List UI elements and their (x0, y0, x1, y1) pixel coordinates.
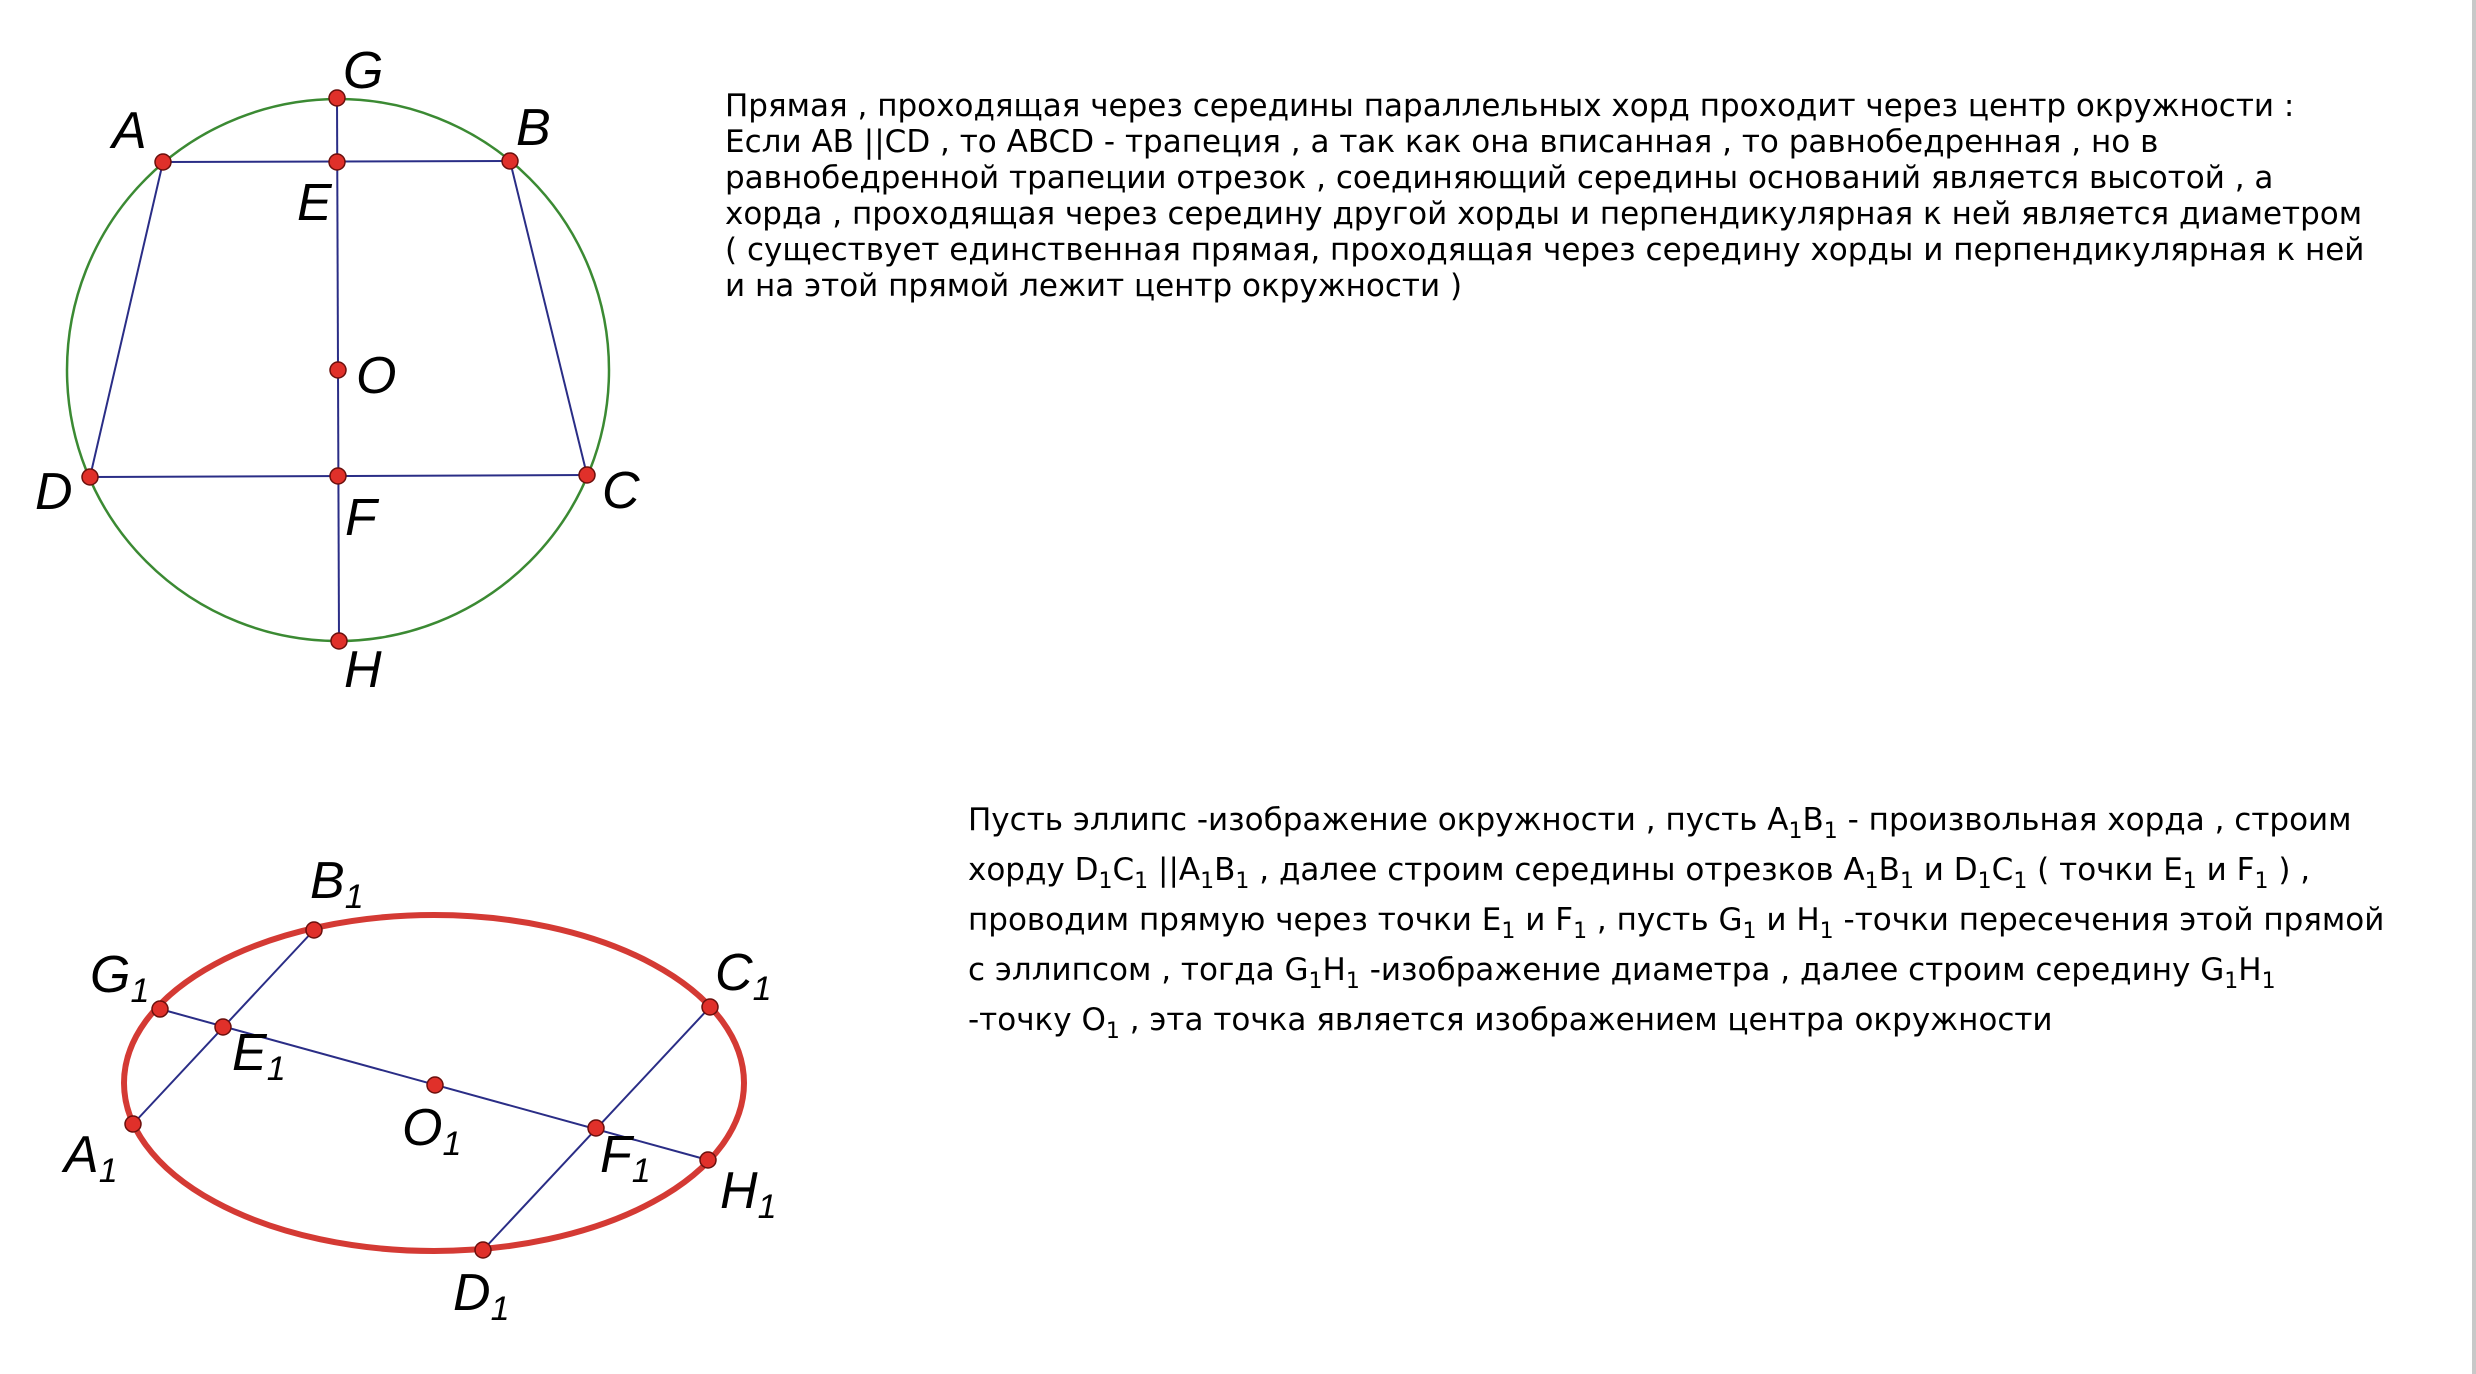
point-c (579, 467, 595, 483)
point-o1 (427, 1077, 443, 1093)
text-line: Пусть эллипс -изображение окружности , пусть $A_1B_1$ - произвольная хорда , строим (968, 802, 2352, 844)
figure-ellipse (61, 852, 776, 1328)
label-o1: O1 (402, 1099, 462, 1163)
point-h1 (700, 1152, 716, 1168)
label-a1: A1 (64, 1126, 118, 1190)
point-b1 (306, 922, 322, 938)
label-d1: D1 (453, 1264, 510, 1328)
text-line: Прямая , проходящая через середины параллельных хорд проходит через центр окружности : (725, 88, 2295, 124)
point-a (155, 154, 171, 170)
text-line: равнобедренной трапеции отрезок , соединяющий середины оснований является высотой , а (725, 160, 2274, 196)
window-edge (2472, 0, 2476, 1374)
text-line: ( существует единственная прямая, проходящая через середину хорды и перпендикулярная к ней (725, 232, 2365, 268)
explanation-circle (725, 88, 2425, 304)
segment-bc (510, 161, 587, 475)
text-line: -точку $O_1$ , эта точка является изображением центра окружности (968, 1002, 2053, 1044)
point-f (330, 468, 346, 484)
label-e: E (297, 174, 332, 232)
point-d1 (475, 1242, 491, 1258)
text-line: хорда , проходящая через середину другой хорды и перпендикулярная к ней является диаметром (725, 196, 2363, 232)
explanation-ellipse (968, 795, 2418, 1045)
label-c: C (602, 462, 640, 520)
point-e1 (215, 1019, 231, 1035)
label-h: H (344, 641, 382, 699)
label-f1: F1 (600, 1126, 651, 1190)
text-line: проводим прямую через точки $E_1$ и $F_1$ , пусть $G_1$ и $H_1$ -точки пересечения этой прямой (968, 902, 2385, 944)
label-b1: B1 (310, 852, 364, 916)
point-a1 (125, 1116, 141, 1132)
label-b: B (516, 99, 551, 157)
label-e1: E1 (232, 1024, 286, 1088)
label-c1: C1 (715, 944, 772, 1008)
label-d: D (35, 463, 73, 521)
text-line: и на этой прямой лежит центр окружности ) (725, 268, 1463, 304)
figure-circle-trapezoid (35, 42, 640, 699)
text-line: хорду $D_1C_1$ $||A_1B_1$ , далее строим середины отрезков $A_1B_1$ и $D_1C_1$ ( точки $E_1$ и $F_1$ ) , (968, 852, 2311, 894)
label-g: G (343, 42, 384, 100)
label-g1: G1 (90, 946, 150, 1010)
segment-da (90, 162, 163, 477)
point-e (329, 154, 345, 170)
point-g1 (152, 1001, 168, 1017)
point-d (82, 469, 98, 485)
text-line: с эллипсом , тогда $G_1H_1$ -изображение диаметра , далее строим середину $G_1H_1$ (968, 952, 2276, 994)
label-h1: H1 (720, 1162, 777, 1226)
label-o: O (356, 347, 397, 405)
point-o (330, 362, 346, 378)
label-f: F (345, 489, 377, 547)
text-line: Если AB ||CD , то ABCD - трапеция , а так как она вписанная , то равнобедренная , но в (725, 124, 2159, 160)
label-a: A (112, 102, 147, 160)
